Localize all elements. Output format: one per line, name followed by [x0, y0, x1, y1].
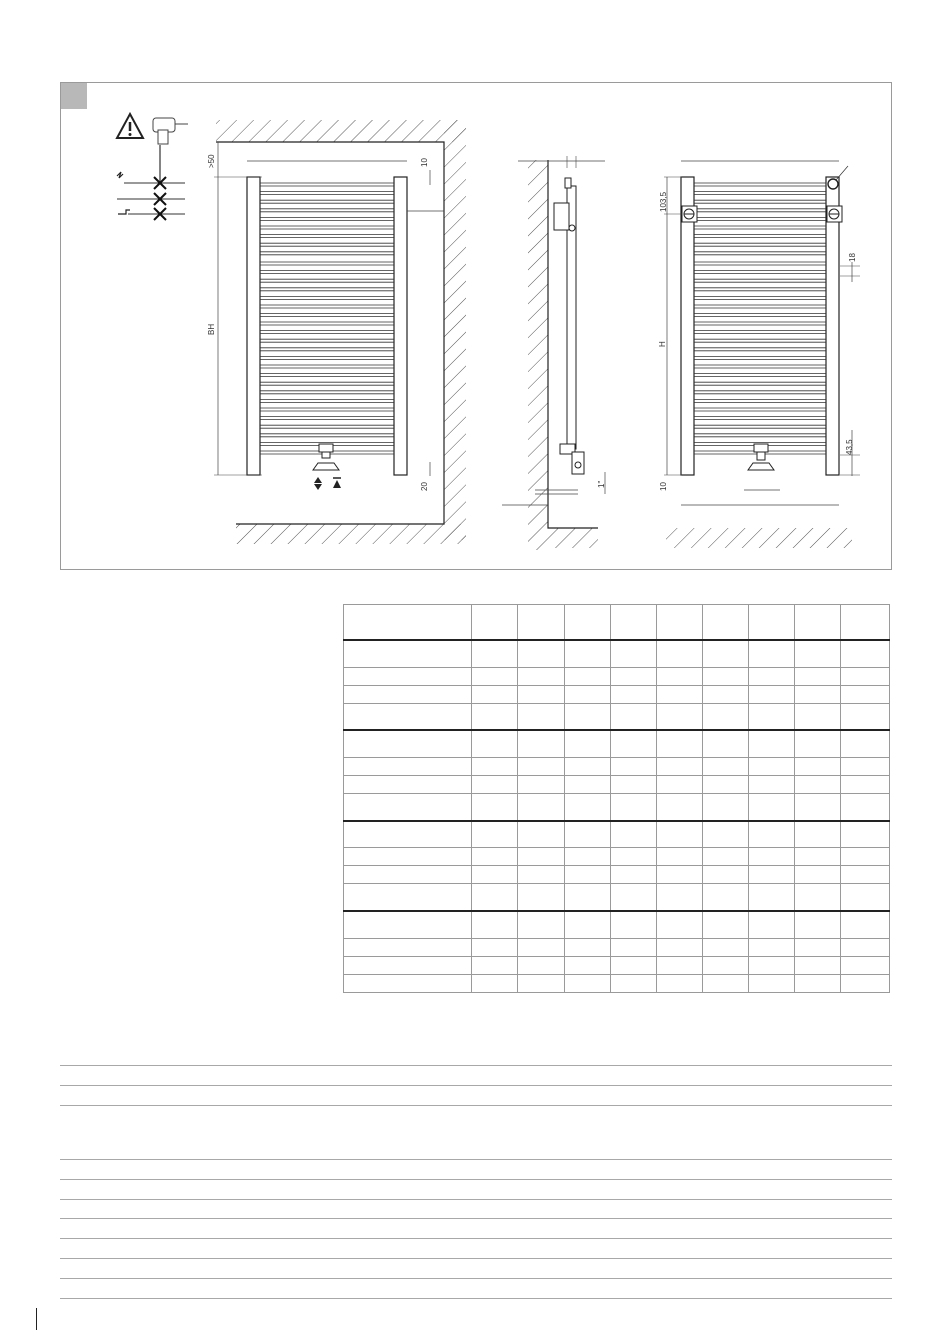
table-cell: [702, 974, 748, 992]
table-row: [344, 911, 890, 938]
table-cell: [518, 866, 564, 884]
table-cell: [472, 685, 518, 703]
table-row: [344, 848, 890, 866]
dim-top-clearance: >50: [207, 154, 216, 168]
table-cell: [794, 974, 840, 992]
dim-overall-height: H: [658, 341, 667, 347]
table-cell: [794, 848, 840, 866]
table-cell: [472, 776, 518, 794]
table-cell: [344, 974, 472, 992]
table-cell: [564, 794, 610, 821]
warning-triangle-icon: [117, 114, 143, 138]
table-row: [344, 640, 890, 667]
ruled-line: [60, 1258, 892, 1259]
table-cell: [518, 776, 564, 794]
ruled-line: [60, 1218, 892, 1219]
dim-valve-thread: 1": [597, 480, 606, 488]
table-cell: [656, 821, 702, 848]
table-cell: [610, 776, 656, 794]
table-cell: [840, 938, 889, 956]
table-cell: [702, 911, 748, 938]
table-cell: [564, 884, 610, 911]
table-cell: [610, 703, 656, 730]
table-cell: [564, 974, 610, 992]
drill-icon: [153, 118, 188, 182]
table-row: [344, 794, 890, 821]
table-cell: [840, 821, 889, 848]
table-cell: [472, 757, 518, 775]
table-cell: [518, 884, 564, 911]
ruled-line: [60, 1105, 892, 1106]
table-cell: [748, 703, 794, 730]
table-cell: [840, 794, 889, 821]
table-cell: [564, 685, 610, 703]
table-cell: [840, 703, 889, 730]
table-cell: [840, 757, 889, 775]
installation-drawing: [0, 0, 950, 600]
ruled-line: [60, 1199, 892, 1200]
table-cell: [344, 730, 472, 757]
table-cell: [344, 866, 472, 884]
table-cell: [518, 757, 564, 775]
table-cell: [748, 974, 794, 992]
table-cell: [518, 821, 564, 848]
table-header-cell: [610, 605, 656, 641]
table-cell: [794, 956, 840, 974]
table-cell: [472, 848, 518, 866]
table-cell: [656, 685, 702, 703]
table-cell: [610, 911, 656, 938]
table-cell: [564, 848, 610, 866]
table-cell: [656, 757, 702, 775]
dim-top-spacing: 103,5: [659, 191, 668, 212]
table-cell: [748, 848, 794, 866]
table-cell: [344, 956, 472, 974]
table-cell: [610, 685, 656, 703]
table-cell: [702, 956, 748, 974]
dim-top-offset: 10: [420, 158, 429, 167]
table-cell: [610, 730, 656, 757]
table-cell: [794, 884, 840, 911]
table-cell: [518, 703, 564, 730]
table-header-cell: [794, 605, 840, 641]
table-header-cell: [840, 605, 889, 641]
table-cell: [748, 794, 794, 821]
table-row: [344, 938, 890, 956]
table-cell: [610, 884, 656, 911]
table-cell: [840, 884, 889, 911]
dim-bottom-spacing: 43,5: [845, 439, 854, 455]
table-cell: [656, 703, 702, 730]
table-cell: [518, 667, 564, 685]
table-row: [344, 956, 890, 974]
table-cell: [656, 730, 702, 757]
table-cell: [748, 685, 794, 703]
table-cell: [610, 938, 656, 956]
table-cell: [794, 640, 840, 667]
table-cell: [610, 866, 656, 884]
table-cell: [610, 821, 656, 848]
table-cell: [472, 938, 518, 956]
table-cell: [344, 757, 472, 775]
table-row: [344, 703, 890, 730]
table-cell: [472, 866, 518, 884]
ruled-line: [60, 1298, 892, 1299]
table-cell: [656, 911, 702, 938]
table-cell: [472, 956, 518, 974]
table-cell: [564, 730, 610, 757]
table-cell: [794, 667, 840, 685]
return-arrow-icon: [333, 478, 341, 488]
table-cell: [344, 685, 472, 703]
table-cell: [564, 757, 610, 775]
table-cell: [564, 640, 610, 667]
table-cell: [702, 730, 748, 757]
table-cell: [702, 640, 748, 667]
ruled-line: [60, 1159, 892, 1160]
table-cell: [344, 848, 472, 866]
table-cell: [518, 974, 564, 992]
table-cell: [610, 848, 656, 866]
table-row: [344, 974, 890, 992]
table-cell: [656, 640, 702, 667]
table-cell: [344, 703, 472, 730]
table-cell: [702, 776, 748, 794]
table-cell: [656, 794, 702, 821]
no-water-line-icon: [118, 208, 185, 220]
table-header-cell: [564, 605, 610, 641]
table-cell: [702, 938, 748, 956]
table-cell: [748, 866, 794, 884]
table-cell: [794, 911, 840, 938]
rear-view-drawing: [658, 161, 860, 548]
table-cell: [748, 938, 794, 956]
table-cell: [564, 911, 610, 938]
page-margin-mark: [36, 1308, 37, 1330]
table-cell: [748, 667, 794, 685]
table-cell: [472, 821, 518, 848]
table-cell: [794, 730, 840, 757]
table-cell: [472, 703, 518, 730]
table-cell: [564, 703, 610, 730]
table-cell: [702, 794, 748, 821]
table-cell: [748, 911, 794, 938]
table-cell: [344, 776, 472, 794]
wall-bracket-icon: [682, 166, 848, 222]
table-cell: [472, 911, 518, 938]
front-view-drawing: [207, 120, 466, 544]
table-cell: [794, 703, 840, 730]
table-cell: [656, 866, 702, 884]
table-cell: [518, 911, 564, 938]
table-cell: [702, 884, 748, 911]
table-cell: [610, 974, 656, 992]
table-row: [344, 730, 890, 757]
table-row: [344, 667, 890, 685]
table-row: [344, 685, 890, 703]
table-cell: [564, 866, 610, 884]
table-cell: [656, 776, 702, 794]
ruled-line: [60, 1085, 892, 1086]
table-cell: [472, 730, 518, 757]
table-cell: [564, 938, 610, 956]
table-header-cell: [518, 605, 564, 641]
table-cell: [344, 794, 472, 821]
dim-base-offset: 10: [659, 482, 668, 491]
table-cell: [472, 640, 518, 667]
table-cell: [656, 974, 702, 992]
table-cell: [840, 866, 889, 884]
table-cell: [518, 794, 564, 821]
table-row: [344, 884, 890, 911]
table-cell: [472, 884, 518, 911]
table-cell: [794, 757, 840, 775]
table-cell: [518, 685, 564, 703]
table-cell: [564, 956, 610, 974]
table-cell: [518, 956, 564, 974]
table-cell: [702, 685, 748, 703]
flow-arrow-icon: [314, 477, 322, 490]
table-header-cell: [702, 605, 748, 641]
table-cell: [702, 703, 748, 730]
table-cell: [518, 730, 564, 757]
table-cell: [840, 911, 889, 938]
table-cell: [344, 911, 472, 938]
table-row: [344, 821, 890, 848]
table-cell: [656, 667, 702, 685]
table-cell: [610, 640, 656, 667]
table-cell: [840, 776, 889, 794]
no-electrical-line-icon: [117, 172, 185, 189]
table-cell: [564, 776, 610, 794]
table-cell: [748, 821, 794, 848]
table-cell: [344, 821, 472, 848]
table-cell: [702, 866, 748, 884]
table-cell: [344, 640, 472, 667]
table-cell: [472, 794, 518, 821]
table-cell: [344, 884, 472, 911]
ruled-line: [60, 1179, 892, 1180]
table-cell: [472, 667, 518, 685]
table-cell: [610, 794, 656, 821]
ruled-line: [60, 1238, 892, 1239]
table-cell: [748, 776, 794, 794]
table-cell: [518, 848, 564, 866]
table-cell: [344, 667, 472, 685]
table-cell: [344, 938, 472, 956]
table-cell: [794, 866, 840, 884]
table-header-cell: [344, 605, 472, 641]
table-cell: [840, 848, 889, 866]
ruled-line: [60, 1065, 892, 1066]
table-cell: [794, 776, 840, 794]
table-cell: [656, 938, 702, 956]
table-header-row: [344, 605, 890, 641]
table-row: [344, 757, 890, 775]
table-header-cell: [656, 605, 702, 641]
table-cell: [518, 640, 564, 667]
table-cell: [840, 956, 889, 974]
table-cell: [748, 757, 794, 775]
table-cell: [702, 848, 748, 866]
dim-height-bh: BH: [207, 323, 216, 335]
table-cell: [702, 757, 748, 775]
dim-bottom-offset: 20: [420, 482, 429, 491]
table-cell: [656, 848, 702, 866]
table-cell: [610, 757, 656, 775]
table-cell: [702, 667, 748, 685]
table-cell: [794, 821, 840, 848]
table-cell: [748, 884, 794, 911]
table-row: [344, 776, 890, 794]
table-cell: [840, 974, 889, 992]
dim-rail-gap: 18: [848, 253, 857, 262]
table-cell: [794, 938, 840, 956]
table-cell: [794, 794, 840, 821]
table-cell: [702, 821, 748, 848]
table-cell: [840, 640, 889, 667]
table-cell: [564, 667, 610, 685]
ruled-line: [60, 1278, 892, 1279]
table-header-cell: [472, 605, 518, 641]
side-view-drawing: [502, 156, 606, 550]
table-row: [344, 866, 890, 884]
table-cell: [518, 938, 564, 956]
table-cell: [748, 730, 794, 757]
table-cell: [656, 956, 702, 974]
table-header-cell: [748, 605, 794, 641]
table-cell: [840, 667, 889, 685]
specification-table: [343, 604, 890, 993]
table-cell: [840, 730, 889, 757]
table-cell: [748, 956, 794, 974]
table-cell: [472, 974, 518, 992]
table-cell: [564, 821, 610, 848]
table-cell: [656, 884, 702, 911]
table-cell: [748, 640, 794, 667]
table-cell: [610, 956, 656, 974]
no-gas-line-icon: [117, 193, 185, 205]
table-cell: [840, 685, 889, 703]
table-cell: [610, 667, 656, 685]
table-cell: [794, 685, 840, 703]
